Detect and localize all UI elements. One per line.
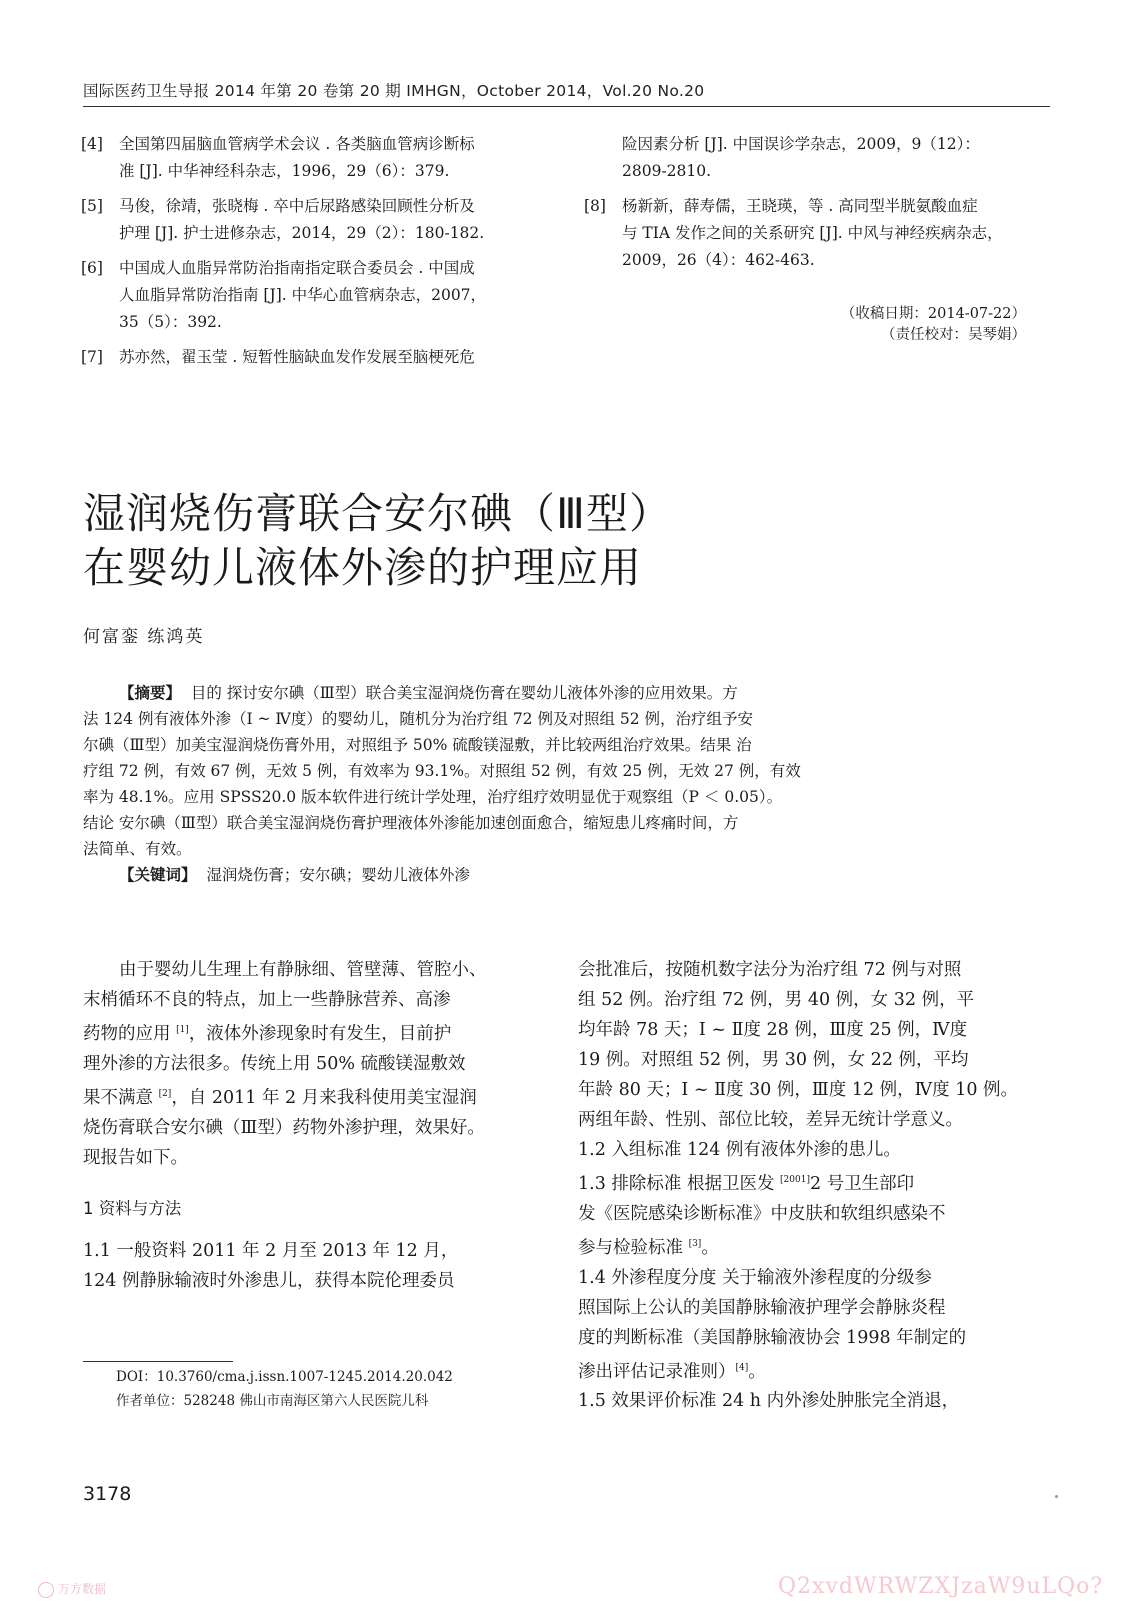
reference-line: 准 [J]. 中华神经科杂志，1996，29（6）：379. [119,162,450,180]
body-line: 发《医院感染诊断标准》中皮肤和软组织感染不 [578,1203,946,1224]
reference-line: 2809-2810. [622,162,712,180]
abstract-line: 率为 48.1%。应用 SPSS20.0 版本软件进行统计学处理，治疗组疗效明显优于观察组（P ＜ 0.05）。 [83,788,783,806]
body-line: 参与检验标准 [3]。 [578,1237,719,1258]
body-line: 1.1 一般资料 2011 年 2 月至 2013 年 12 月， [83,1241,459,1261]
body-line: 渗出评估记录准则）[4]。 [578,1361,766,1382]
body-line: 124 例静脉输液时外渗患儿，获得本院伦理委员 [83,1271,455,1291]
body-line: 药物的应用 [1]，液体外渗现象时有发生，目前护 [83,1023,452,1044]
abstract-line: 尔碘（Ⅲ型）加美宝湿润烧伤膏外用，对照组予 50% 硫酸镁湿敷，并比较两组治疗效果。结果 治 [83,736,752,754]
body-line: 理外渗的方法很多。传统上用 50% 硫酸镁湿敷效 [83,1053,466,1074]
proofreader: （责任校对：吴琴娟） [881,327,1026,343]
reference-line: 杨新新，薛寿儒，王晓瑛，等 . 高同型半胱氨酸血症 [622,197,978,215]
reference-number: [6] [81,259,103,277]
watermark-right: Q2xvdWRWZXJzaW9uLQo? [778,1574,1104,1599]
body-left-column [83,955,553,1173]
reference-line: 中国成人血脂异常防治指南指定联合委员会 . 中国成 [119,259,475,277]
abstract-line: 法简单、有效。 [83,840,192,858]
abstract-line: 疗组 72 例，有效 67 例，无效 5 例，有效率为 93.1%。对照组 52 例，有效 25 例，无效 27 例，有效 [83,762,801,780]
body-line: 1.5 效果评价标准 24 h 内外渗处肿胀完全消退， [578,1391,960,1412]
body-line: 现报告如下。 [83,1147,188,1168]
affiliation: 作者单位：528248 佛山市南海区第六人民医院儿科 [116,1393,429,1409]
received-date: （收稿日期：2014-07-22） [840,306,1026,322]
body-line: 均年龄 78 天；Ⅰ ~ Ⅱ度 28 例，Ⅲ度 25 例，Ⅳ度 [578,1020,968,1040]
reference-line: 马俊，徐靖，张晓梅 . 卒中后尿路感染回顾性分析及 [119,197,475,215]
reference-line: 人血脂异常防治指南 [J]. 中华心血管病杂志，2007， [119,286,487,304]
body-line: 1.2 入组标准 124 例有液体外渗的患儿。 [578,1140,901,1160]
keywords: 湿润烧伤膏；安尔碘；婴幼儿液体外渗 [206,866,470,884]
body-line: 烧伤膏联合安尔碘（Ⅲ型）药物外渗护理，效果好。 [83,1117,485,1138]
abstract-line: 法 124 例有液体外渗（Ⅰ ~ Ⅳ度）的婴幼儿，随机分为治疗组 72 例及对照组 52 例，治疗组予安 [83,710,754,728]
abstract [83,680,1050,888]
reference-number: [4] [81,135,103,153]
abstract-line: 目的 探讨安尔碘（Ⅲ型）联合美宝湿润烧伤膏在婴幼儿液体外渗的应用效果。方 [190,684,738,702]
reference-line: 险因素分析 [J]. 中国误诊学杂志，2009，9（12）： [622,135,980,153]
watermark-left: 万方数据 [38,1580,106,1598]
page-number: 3178 [83,1483,132,1505]
header-rule [83,106,1050,107]
abstract-line: 结论 安尔碘（Ⅲ型）联合美宝湿润烧伤膏护理液体外渗能加速创面愈合，缩短患儿疼痛时间，方 [83,814,739,832]
reference-line: 与 TIA 发作之间的关系研究 [J]. 中风与神经疾病杂志， [622,224,1003,242]
body-line: 1.4 外渗程度分度 关于输液外渗程度的分级参 [578,1267,932,1288]
body-line: 两组年龄、性别、部位比较，差异无统计学意义。 [578,1110,963,1130]
running-header: 国际医药卫生导报 2014 年第 20 卷第 20 期 IMHGN，October 2014，Vol.20 No.20 [83,82,705,100]
watermark-logo-icon [38,1582,54,1598]
speck [1055,1495,1058,1498]
body-line: 会批准后，按随机数字法分为治疗组 72 例与对照 [578,960,962,980]
abstract-label: 【摘要】 [119,684,182,702]
reference-number: [8] [584,197,606,215]
body-right-column [578,955,1048,1416]
reference-number: [7] [81,348,103,366]
reference-line: 护理 [J]. 护士进修杂志，2014，29（2）：180-182. [119,224,485,242]
article-title-line-1: 湿润烧伤膏联合安尔碘（Ⅲ型） [83,489,672,538]
footnote-rule [83,1361,233,1362]
body-line: 年龄 80 天；Ⅰ ~ Ⅱ度 30 例，Ⅲ度 12 例，Ⅳ度 10 例。 [578,1080,1019,1100]
body-line: 1.3 排除标准 根据卫医发 [2001]2 号卫生部印 [578,1173,915,1194]
body-line: 末梢循环不良的特点，加上一些静脉营养、高渗 [83,990,451,1010]
body-left-column-2 [83,1236,553,1296]
body-line: 照国际上公认的美国静脉输液护理学会静脉炎程 [578,1297,946,1318]
article-title-line-2: 在婴幼儿液体外渗的护理应用 [83,543,643,592]
reference-line: 35（5）：392. [119,313,222,331]
doi: DOI：10.3760/cma.j.issn.1007-1245.2014.20.042 [116,1369,453,1385]
authors: 何富銮 练鸿英 [83,627,205,647]
body-line: 果不满意 [2]，自 2011 年 2 月来我科使用美宝湿润 [83,1087,477,1108]
keywords-label: 【关键词】 [119,866,197,884]
body-line: 19 例。对照组 52 例，男 30 例，女 22 例，平均 [578,1050,969,1070]
reference-line: 全国第四届脑血管病学术会议 . 各类脑血管病诊断标 [119,135,475,153]
section-heading-1: 1 资料与方法 [83,1199,182,1218]
body-line: 组 52 例。治疗组 72 例，男 40 例，女 32 例，平 [578,990,975,1010]
reference-line: 2009，26（4）：462-463. [622,251,815,269]
reference-number: [5] [81,197,103,215]
body-line: 度的判断标准（美国静脉输液协会 1998 年制定的 [578,1327,967,1348]
reference-line: 苏亦然，翟玉莹 . 短暂性脑缺血发作发展至脑梗死危 [119,348,475,366]
body-line: 由于婴幼儿生理上有静脉细、管壁薄、管腔小、 [119,960,487,980]
